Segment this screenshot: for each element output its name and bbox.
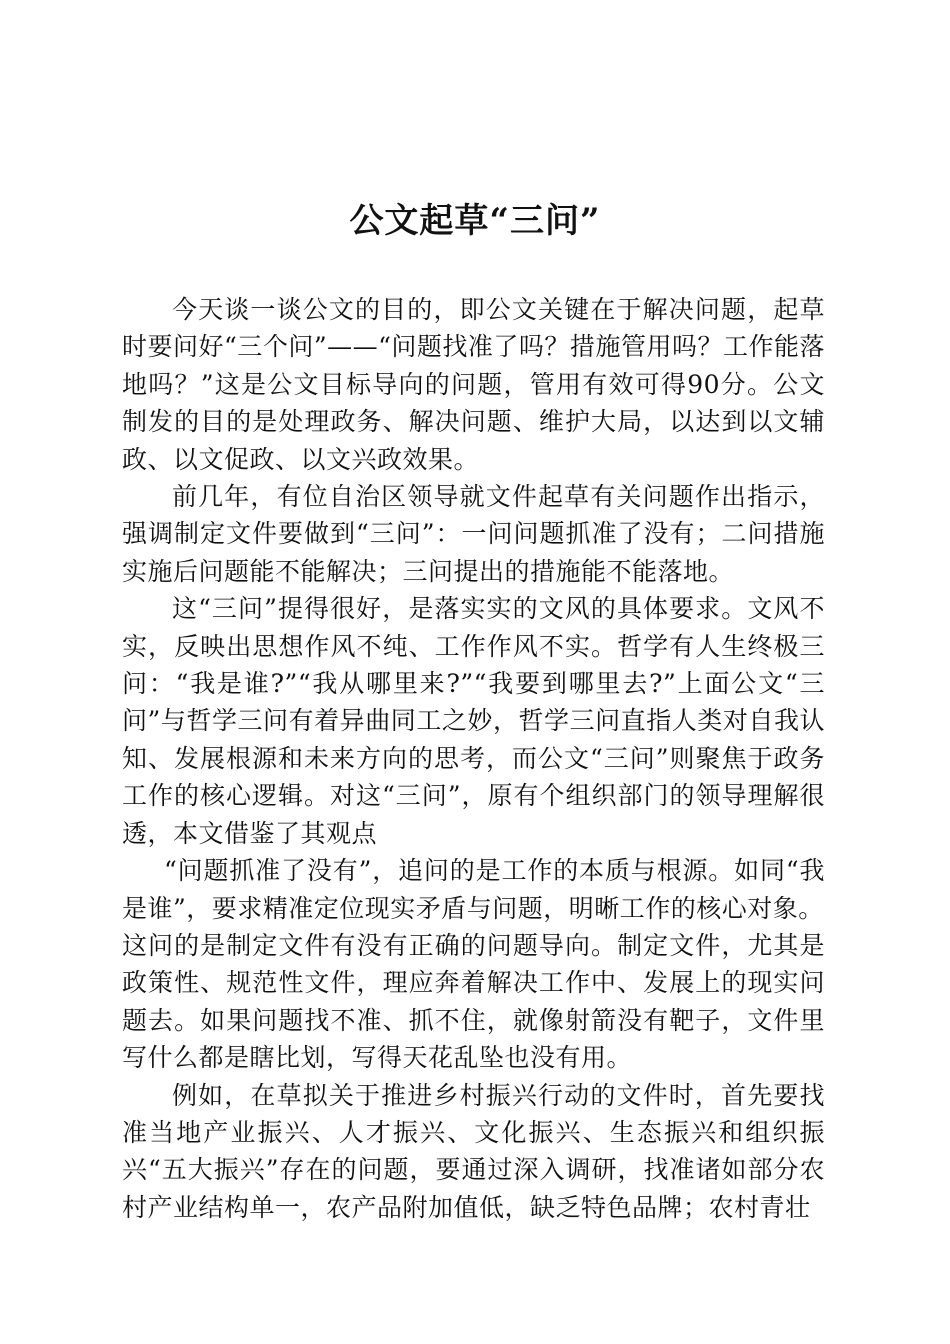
paragraph: 前几年，有位自治区领导就文件起草有关问题作出指示，强调制定文件要做到“三问”：一问问题抓准了没有；二问措施实施后问题能不能解决；三问提出的措施能不能落地。 <box>122 482 825 586</box>
paragraph: “问题抓准了没有”，追问的是工作的本质与根源。如同“我是谁”，要求精准定位现实矛盾与问题，明晰工作的核心对象。 <box>122 856 825 923</box>
paragraph: 例如，在草拟关于推进乡村振兴行动的文件时，首先要找准当地产业振兴、人才振兴、文化振兴、生态振兴和组织振兴“五大振兴”存在的问题，要通过深入调研，找准诸如部分农村产业结构单一，农产品附加值低，缺乏特色品牌；农村青壮 <box>122 1080 825 1222</box>
document-title: 公文起草“三问” <box>349 201 601 241</box>
document-body <box>122 291 825 1226</box>
paragraph: 这“三问”提得很好，是落实实的文风的具体要求。文风不实，反映出思想作风不纯、工作作风不实。哲学有人生终极三问：“我是谁?”“我从哪里来?”“我要到哪里去?”上面公文“三问”与哲学三问有着异曲同工之妙，哲学三问直指人类对自我认知、发展根源和未来方向的思考，而公文“三问”则聚焦于政务工作的核心逻辑。对这“三问”，原有个组织部门的领导理解很透，本文借鉴了其观点 <box>122 594 825 848</box>
paragraph: 今天谈一谈公文的目的，即公文关键在于解决问题，起草时要问好“三个问”——“问题找准了吗？措施管用吗？工作能落地吗？”这是公文目标导向的问题，管用有效可得90分。公文制发的目的是处理政务、解决问题、维护大局，以达到以文辅政、以文促政、以文兴政效果。 <box>122 295 825 474</box>
paragraph: 这问的是制定文件有没有正确的问题导向。制定文件，尤其是政策性、规范性文件，理应奔着解决工作中、发展上的现实问题去。如果问题找不准、抓不住，就像射箭没有靶子，文件里写什么都是瞎比划，写得天花乱坠也没有用。 <box>122 930 825 1073</box>
